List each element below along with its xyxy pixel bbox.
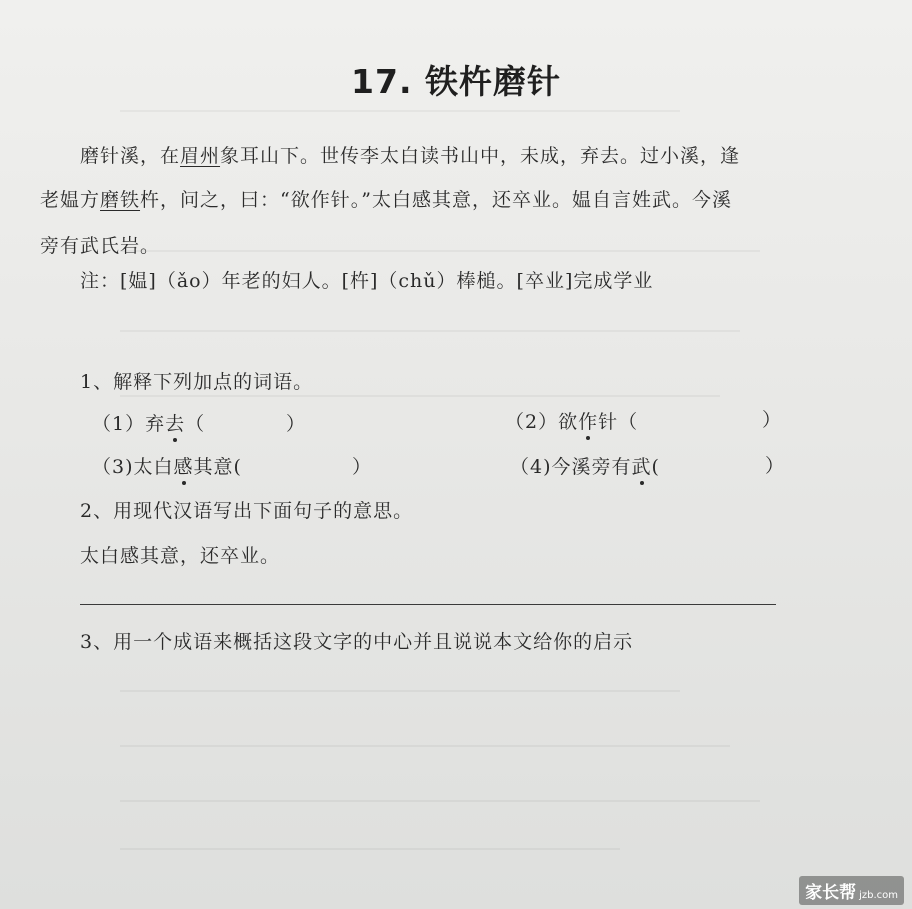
dotted-character: 感 [173, 456, 194, 478]
question-1-item-3: （3)太白感其意( [92, 456, 242, 478]
answer-line [80, 604, 776, 605]
dotted-character: 武 [631, 456, 652, 478]
passage-text: 象耳山下。世传李太白读书山中，未成，弃去。过小溪，逢 [220, 145, 741, 167]
page-title: 17. 铁杵磨针 [351, 62, 561, 101]
passage-line-1 [80, 141, 740, 168]
question-1-prompt: 1、解释下列加点的词语。 [80, 371, 314, 393]
site-watermark: 家长帮 jzb.com [799, 876, 904, 905]
underlined-word-motie: 磨铁 [100, 189, 141, 211]
question-1-item-2-close: ） [762, 409, 783, 431]
passage-line-3: 旁有武氏岩。 [40, 235, 161, 257]
passage-text: 老媪方 [40, 189, 101, 211]
passage-text: 磨针溪，在 [80, 145, 181, 167]
passage-text: 杵，问之，曰：“欲作针。”太白感其意，还卒业。媪自言姓武。今溪 [140, 189, 732, 211]
underlined-word-meizhou: 眉州 [180, 145, 221, 167]
question-2-prompt: 2、用现代汉语写出下面句子的意思。 [80, 500, 414, 522]
question-2-sentence: 太白感其意，还卒业。 [80, 545, 281, 567]
dotted-character: 作 [578, 411, 599, 433]
footnote: 注：[媪]（ǎo）年老的妇人。[杵]（chǔ）棒槌。[卒业]完成学业 [80, 270, 654, 292]
question-1-item-4-close: ） [765, 455, 786, 477]
question-1-item-1: （1）弃去（ [92, 413, 206, 435]
question-1-item-3-close: ） [352, 456, 373, 478]
dotted-character: 去 [165, 413, 186, 435]
question-1-item-4: （4)今溪旁有武( [510, 456, 660, 478]
question-1-item-1-close: ） [286, 413, 307, 435]
passage-line-2 [40, 185, 732, 212]
question-1-item-2: （2）欲作针（ [505, 411, 639, 433]
question-3-prompt: 3、用一个成语来概括这段文字的中心并且说说本文给你的启示 [80, 631, 634, 653]
